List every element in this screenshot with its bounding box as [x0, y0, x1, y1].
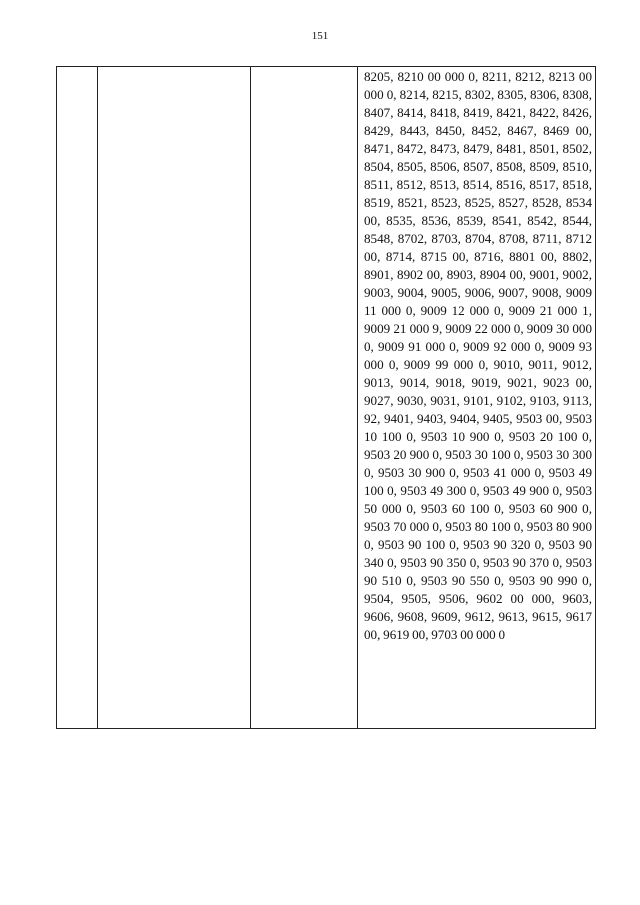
- table-row: [57, 67, 596, 729]
- table-cell-col2: [98, 67, 251, 729]
- table-cell-col3: [251, 67, 358, 729]
- hs-codes-list: 8205, 8210 00 000 0, 8211, 8212, 8213 00 000 0, 8214, 8215, 8302, 8305, 8306, 8308, 8407, 8414, 8418, 8419, 8421, 8422, 8426, 8429, 8443, 8450, 8452, 8467, 8469 00, 8471, 8472, 8473, 8479, 8481, 8501, 8502, 8504, 8505, 8506, 8507, 8508, 8509, 8510, 8511, 8512, 8513, 8514, 8516, 8517, 8518, 8519, 8521, 8523, 8525, 8527, 8528, 8534 00, 8535, 8536, 8539, 8541, 8542, 8544, 8548, 8702, 8703, 8704, 8708, 8711, 8712 00, 8714, 8715 00, 8716, 8801 00, 8802, 8901, 8902 00, 8903, 8904 00, 9001, 9002, 9003, 9004, 9005, 9006, 9007, 9008, 9009 11 000 0, 9009 12 000 0, 9009 21 000 1, 9009 21 000 9, 9009 22 000 0, 9009 30 000 0, 9009 91 000 0, 9009 92 000 0, 9009 93 000 0, 9009 99 000 0, 9010, 9011, 9012, 9013, 9014, 9018, 9019, 9021, 9023 00, 9027, 9030, 9031, 9101, 9102, 9103, 9113, 92, 9401, 9403, 9404, 9405, 9503 00, 9503 10 100 0, 9503 10 900 0, 9503 20 100 0, 9503 20 900 0, 9503 30 100 0, 9503 30 300 0, 9503 30 900 0, 9503 41 000 0, 9503 49 100 0, 9503 49 300 0, 9503 49 900 0, 9503 50 000 0, 9503 60 100 0, 9503 60 900 0, 9503 70 000 0, 9503 80 100 0, 9503 80 900 0, 9503 90 100 0, 9503 90 320 0, 9503 90 340 0, 9503 90 350 0, 9503 90 370 0, 9503 90 510 0, 9503 90 550 0, 9503 90 990 0, 9504, 9505, 9506, 9602 00 000, 9603, 9606, 9608, 9609, 9612, 9613, 9615, 9617 00, 9619 00, 9703 00 000 0: [364, 69, 592, 642]
- codes-table: [56, 66, 596, 729]
- page-number: 151: [311, 30, 329, 42]
- table-cell-codes: [358, 67, 596, 729]
- table-cell-col1: [57, 67, 98, 729]
